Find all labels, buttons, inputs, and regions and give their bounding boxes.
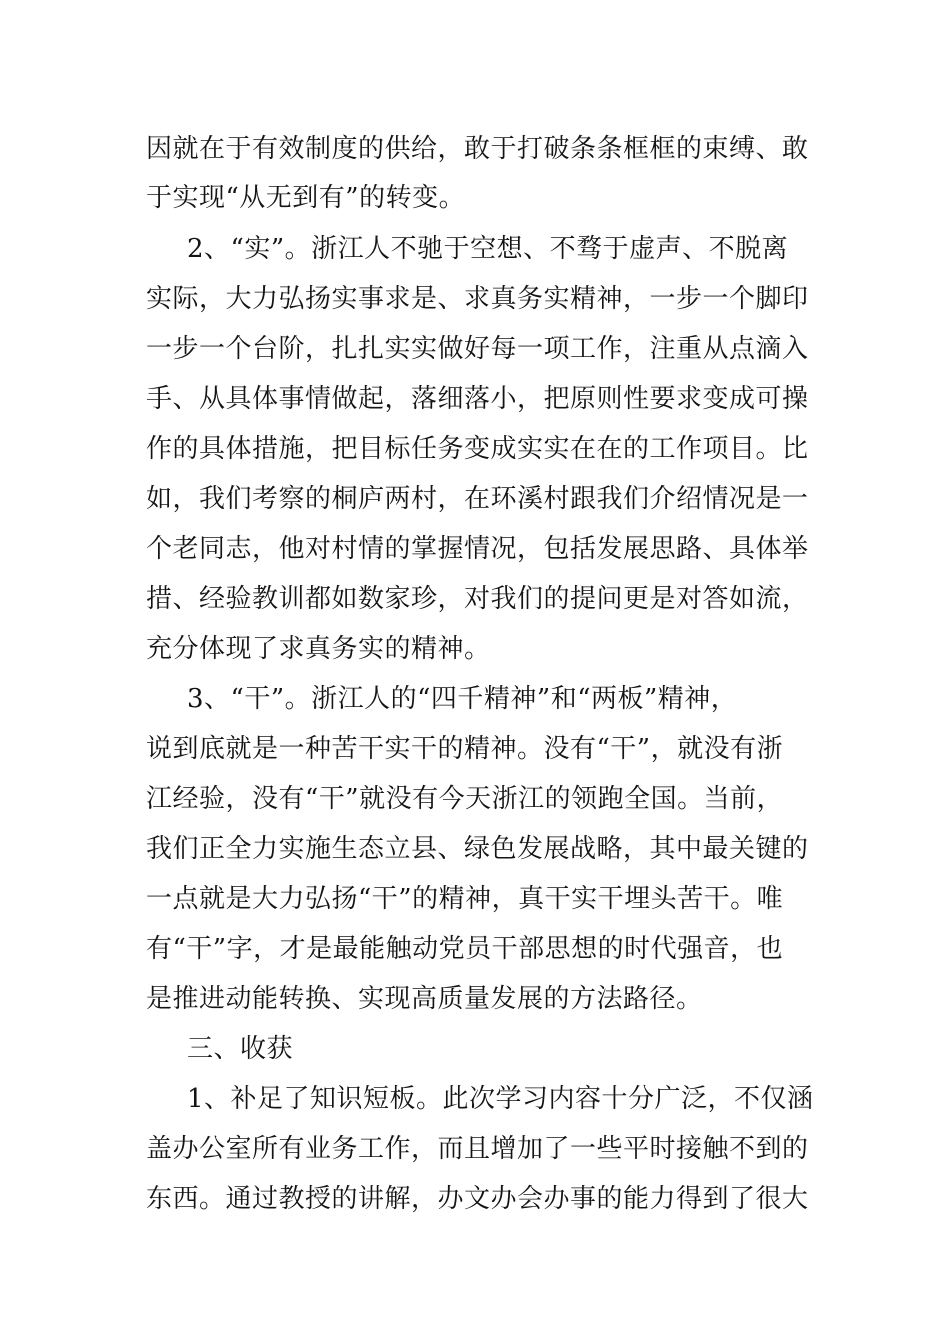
text-line: 说到底就是一种苦干实干的精神。没有“干”，就没有浙 [146, 734, 784, 764]
text-line: 江经验，没有“干”就没有今天浙江的领跑全国。当前， [146, 784, 784, 814]
section-heading-shi: 2、“实”。浙江人不驰于空想、不骛于虚声、不脱离 [187, 234, 789, 264]
text-line: 东西。通过教授的讲解，办文办会办事的能力得到了很大 [146, 1184, 809, 1214]
text-line: 手、从具体事情做起，落细落小，把原则性要求变成可操 [146, 384, 809, 414]
text-line: 是推进动能转换、实现高质量发展的方法路径。 [146, 984, 703, 1014]
text-line: 我们正全力实施生态立县、绿色发展战略，其中最关键的 [146, 834, 809, 864]
text-line: 一点就是大力弘扬“干”的精神，真干实干埋头苦干。唯 [146, 884, 784, 914]
text-line: 作的具体措施，把目标任务变成实实在在的工作项目。比 [146, 434, 809, 464]
section-heading-harvest: 三、收获 [187, 1034, 294, 1064]
text-line: 充分体现了求真务实的精神。 [146, 634, 491, 664]
section-heading-gan: 3、“干”。浙江人的“四千精神”和“两板”精神， [187, 684, 738, 714]
text-line: 于实现“从无到有”的转变。 [146, 183, 466, 213]
text-line: 措、经验教训都如数家珍，对我们的提问更是对答如流， [146, 584, 809, 614]
subsection-heading-knowledge: 1、补足了知识短板。此次学习内容十分广泛，不仅涵 [187, 1084, 814, 1114]
text-line: 个老同志，他对村情的掌握情况，包括发展思路、具体举 [146, 534, 809, 564]
text-line: 盖办公室所有业务工作，而且增加了一些平时接触不到的 [146, 1134, 809, 1164]
text-line: 实际，大力弘扬实事求是、求真务实精神，一步一个脚印 [146, 284, 809, 314]
text-line: 一步一个台阶，扎扎实实做好每一项工作，注重从点滴入 [146, 334, 809, 364]
text-line: 有“干”字，才是最能触动党员干部思想的时代强音，也 [146, 934, 784, 964]
text-line: 如，我们考察的桐庐两村，在环溪村跟我们介绍情况是一 [146, 484, 809, 514]
text-line: 因就在于有效制度的供给，敢于打破条条框框的束缚、敢 [146, 134, 809, 164]
